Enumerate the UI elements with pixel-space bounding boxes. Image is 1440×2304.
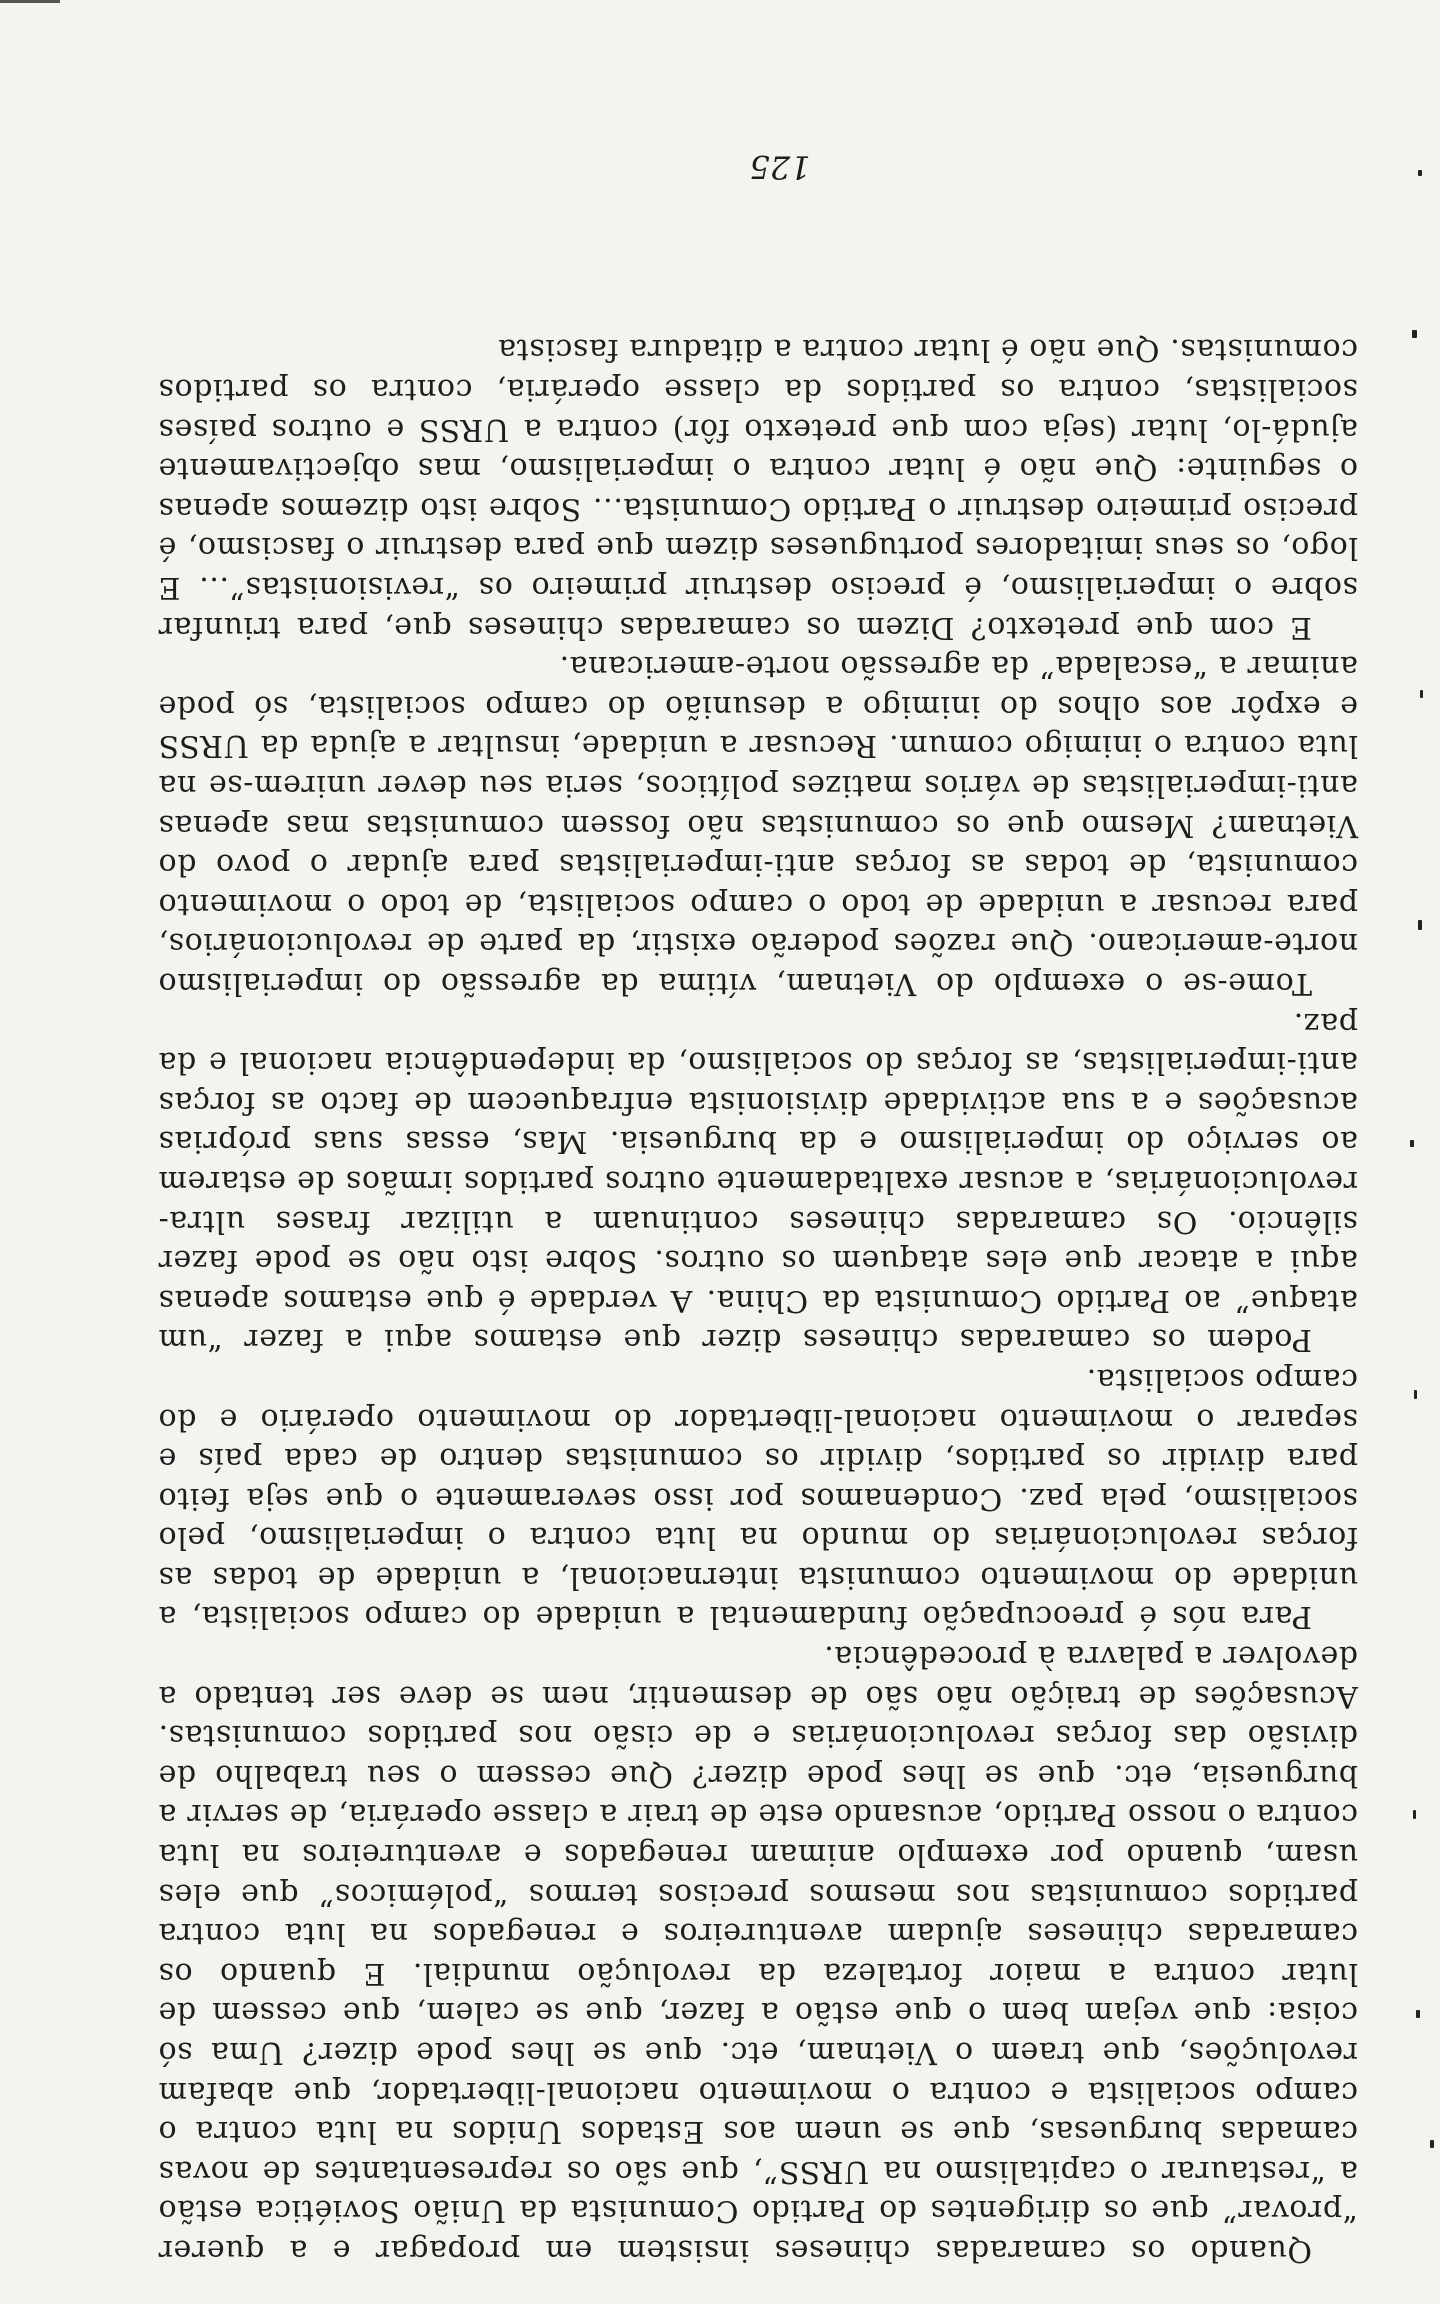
scan-speckle <box>1412 330 1417 338</box>
paragraph-5: E com que pretexto? Dizem os camaradas chineses que, para triunfar sobre o imperialismo, é preciso destruir primeiro os “revisionistas”... E logo, os seus imitadores portugueses dizem que para destruir o fascismo, é preciso primeiro destruir o Partido Comunista... Sobre isto dizemos apenas o seguinte: Que não é lutar contra o imperialismo, mas objectivamente ajudá-lo, lutar (seja com que pretexto fôr) contra a URSS e outros países socialistas, contra os partidos da classe operária, contra os partidos comunistas. Que não é lutar contra a ditadura fascista <box>158 332 1358 645</box>
paragraph-4: Tome-se o exemplo do Vietnam, vítima da agressão do imperialismo norte-americano. Que razões poderão existir, da parte de revolucionários, para recusar a unidade de todo o campo socialista, de todo o movimento comunista, de todas as forças anti-imperialistas para ajudar o povo do Vietnam? Mesmo que os comunistas não fossem comunistas mas apenas anti-imperialistas de vários matizes políticos, seria seu dever unirem-se na luta contra o inimigo comum. Recusar a unidade, insultar a ajuda da URSS e expôr aos olhos do inimigo a desunião do campo socialista, só pode animar a “escalada” da agressão norte-americana. <box>158 649 1358 1001</box>
scan-speckle <box>1416 2010 1420 2018</box>
scan-speckle <box>1418 170 1422 176</box>
scan-speckle <box>1410 1140 1414 1147</box>
paragraph-2: Para nós é preocupação fundamental a unidade do campo socialista, a unidade do movimento comunista internacional, a unidade de todas as forças revolucionárias do mundo na luta contra o imperialismo, pelo socialismo, pela paz. Condenamos por isso severamente o que seja feito para dividir os partidos, dividir os comunistas dentro de cada país e separar o movimento nacional-libertador do movimento operário e do campo socialista. <box>158 1361 1358 1635</box>
body-text <box>158 330 1358 2270</box>
scan-speckle <box>1413 1810 1416 1819</box>
scan-speckle <box>1430 2140 1434 2148</box>
scan-speckle <box>1420 690 1423 698</box>
scan-speckle <box>1418 920 1422 930</box>
paragraph-3: Podem os camaradas chineses dizer que estamos aqui a fazer “um ataque” ao Partido Comunista da China. A verdade é que estamos apenas aqui a atacar que eles ataquem os outros. Sobre isto não se pode fazer silêncio. Os camaradas chineses continuam a utilizar frases ultra-revolucionárias, a acusar exaltadamente outros partidos irmãos de estarem ao serviço do imperialismo e da burguesia. Mas, essas suas próprias acusações e a sua actividade divisionista enfraquecem de facto as forças anti-imperialistas, as forças do socialismo, da independência nacional e da paz. <box>158 1005 1358 1358</box>
scan-speckle <box>1414 1390 1417 1399</box>
paragraph-1: Quando os camaradas chineses insistem em propagar e a querer “provar” que os dirigentes do Partido Comunista da União Soviética estão a “restaurar o capitalismo na URSS”, que são os representantes de novas camadas burguesas, que se unem aos Estados Unidos na luta contra o campo socialista e contra o movimento nacional-libertador, que abafam revoluções, que traem o Vietnam, etc. que se lhes pode dizer? Uma só coisa: que vejam bem o que estão a fazer, que se calem, que cessem de lutar contra a maior fortaleza da revolução mundial. E quando os camaradas chineses ajudam aventureiros e renegados na luta contra partidos comunistas nos mesmos precisos termos “polémicos” que eles usam, quando por exemplo animam renegados e aventureiros na luta contra o nosso Partido, acusando este de trair a classe operária, de servir a burguesia, etc. que se lhes pode dizer? Que cessem o seu trabalho de divisão das forças revolucionárias e de cisão nos partidos comunistas. Acusações de traição não são de desmentir, nem se deve ser tentado a devolver a palavra à procedência. <box>158 1639 1358 2268</box>
page-number: 125 <box>749 148 811 186</box>
